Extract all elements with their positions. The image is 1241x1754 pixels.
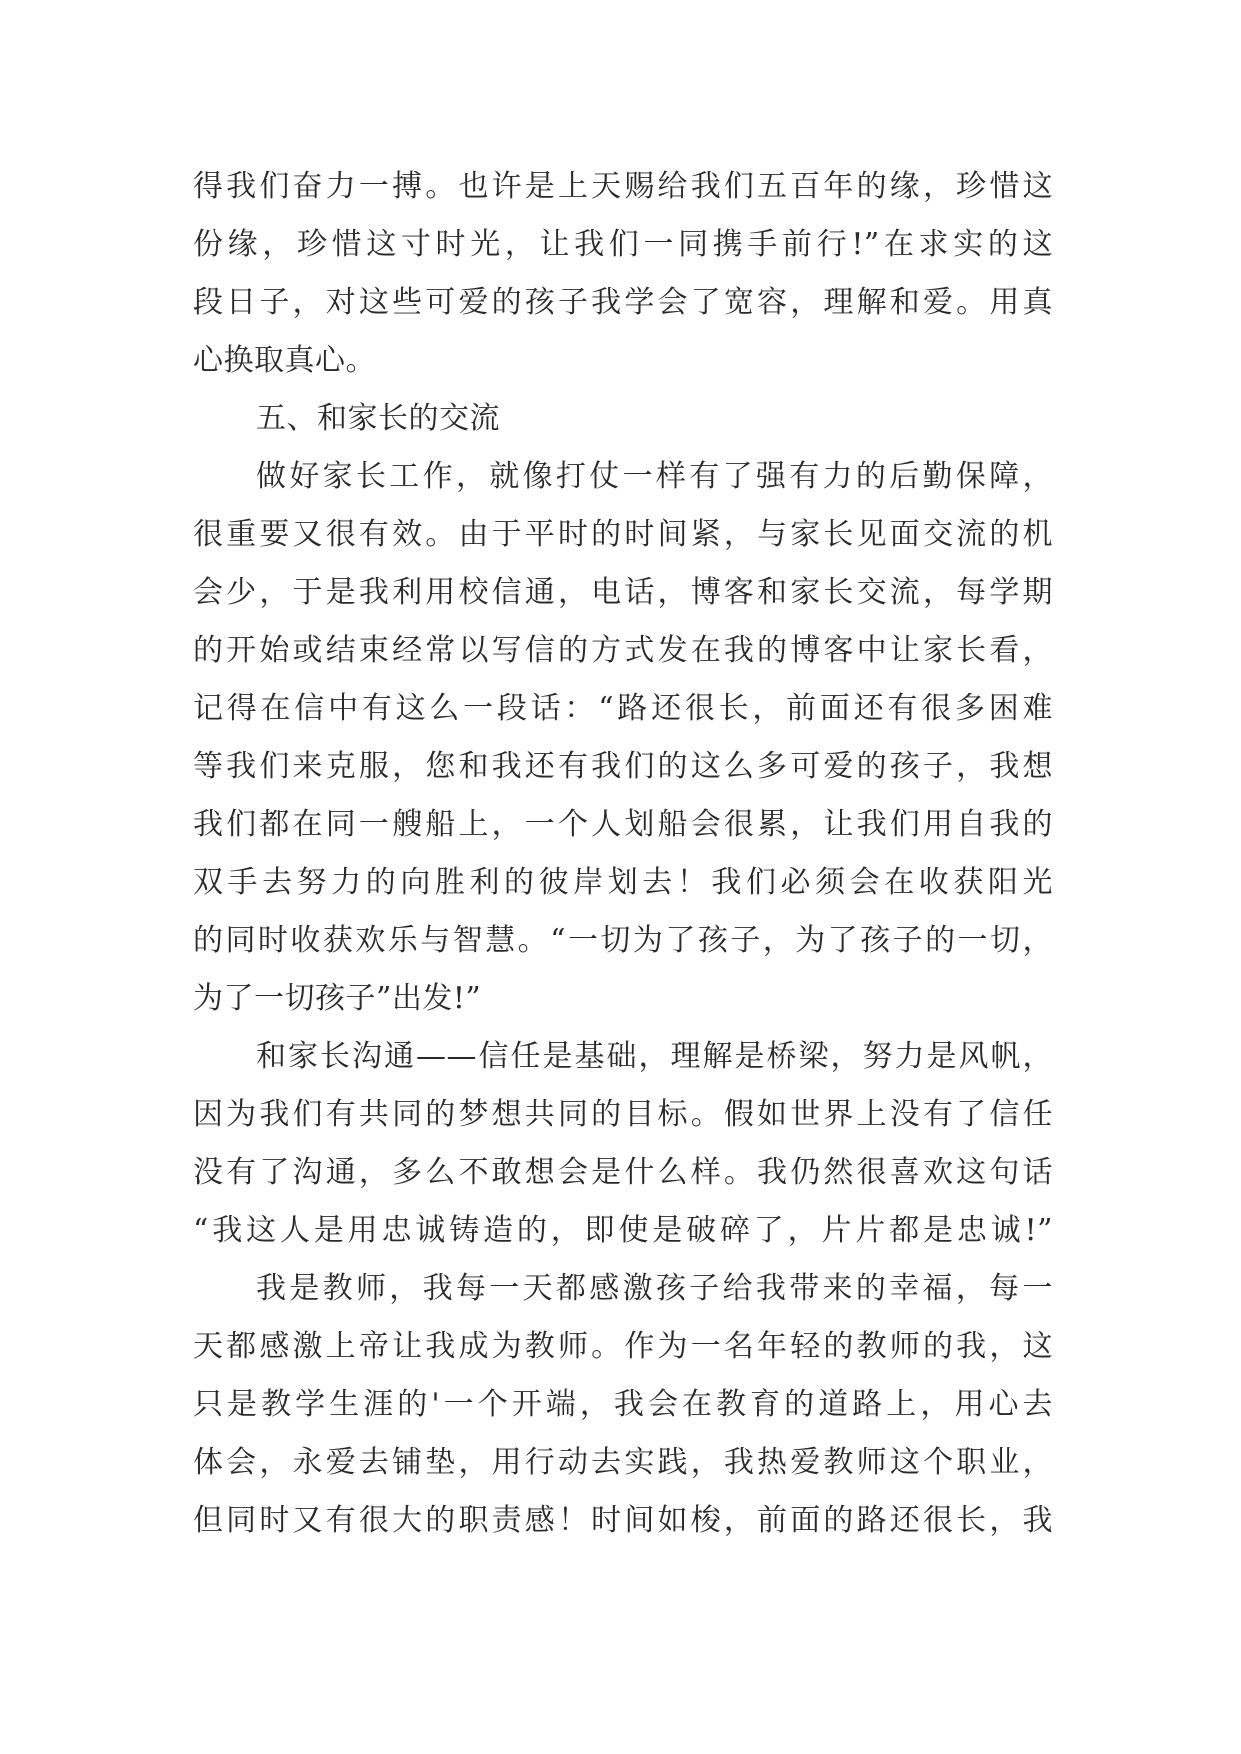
- section-heading: [193, 390, 1053, 448]
- heading-text: 五、和家长的交流: [256, 401, 500, 436]
- text-line: 段日子，对这些可爱的孩子我学会了宽容，理解和爱。用真: [193, 285, 1053, 320]
- text-line: 的开始或结束经常以写信的方式发在我的博客中让家长看，: [193, 633, 1053, 668]
- text-line: 体会，永爱去铺垫，用行动去实践，我热爱教师这个职业，: [193, 1445, 1053, 1480]
- text-line: 很重要又很有效。由于平时的时间紧，与家长见面交流的机: [193, 517, 1053, 552]
- text-line: 会少，于是我利用校信通，电话，博客和家长交流，每学期: [193, 575, 1053, 610]
- text-line: 的同时收获欢乐与智慧。“一切为了孩子，为了孩子的一切，: [193, 923, 1053, 958]
- text-line: 因为我们有共同的梦想共同的目标。假如世界上没有了信任: [193, 1097, 1053, 1132]
- text-line: 做好家长工作，就像打仗一样有了强有力的后勤保障，: [256, 459, 1053, 494]
- text-line: 等我们来克服，您和我还有我们的这么多可爱的孩子，我想: [193, 749, 1053, 784]
- text-line: 双手去努力的向胜利的彼岸划去！我们必须会在收获阳光: [193, 865, 1053, 900]
- text-line: 我是教师，我每一天都感激孩子给我带来的幸福，每一: [256, 1271, 1053, 1306]
- text-line: 只是教学生涯的'一个开端，我会在教育的道路上，用心去: [193, 1387, 1053, 1422]
- text-line: “我这人是用忠诚铸造的，即使是破碎了，片片都是忠诚!”: [193, 1213, 1053, 1248]
- paragraph: [193, 1260, 1053, 1550]
- text-line: 和家长沟通——信任是基础，理解是桥梁，努力是风帆，: [256, 1039, 1053, 1074]
- paragraph: [193, 448, 1053, 1028]
- document-body: [193, 158, 1053, 1550]
- text-line: 但同时又有很大的职责感！时间如梭，前面的路还很长，我: [193, 1503, 1053, 1538]
- text-line: 天都感激上帝让我成为教师。作为一名年轻的教师的我，这: [193, 1329, 1053, 1364]
- text-line: 我们都在同一艘船上，一个人划船会很累，让我们用自我的: [193, 807, 1053, 842]
- text-line: 份缘，珍惜这寸时光，让我们一同携手前行!”在求实的这: [193, 227, 1053, 262]
- text-line: 没有了沟通，多么不敢想会是什么样。我仍然很喜欢这句话: [193, 1155, 1053, 1190]
- text-line: 心换取真心。: [193, 343, 376, 378]
- text-line: 得我们奋力一搏。也许是上天赐给我们五百年的缘，珍惜这: [193, 169, 1053, 204]
- text-line: 为了一切孩子”出发!”: [193, 981, 482, 1016]
- text-line: 记得在信中有这么一段话：“路还很长，前面还有很多困难: [193, 691, 1053, 726]
- paragraph: [193, 1028, 1053, 1260]
- paragraph-continuation: [193, 158, 1053, 390]
